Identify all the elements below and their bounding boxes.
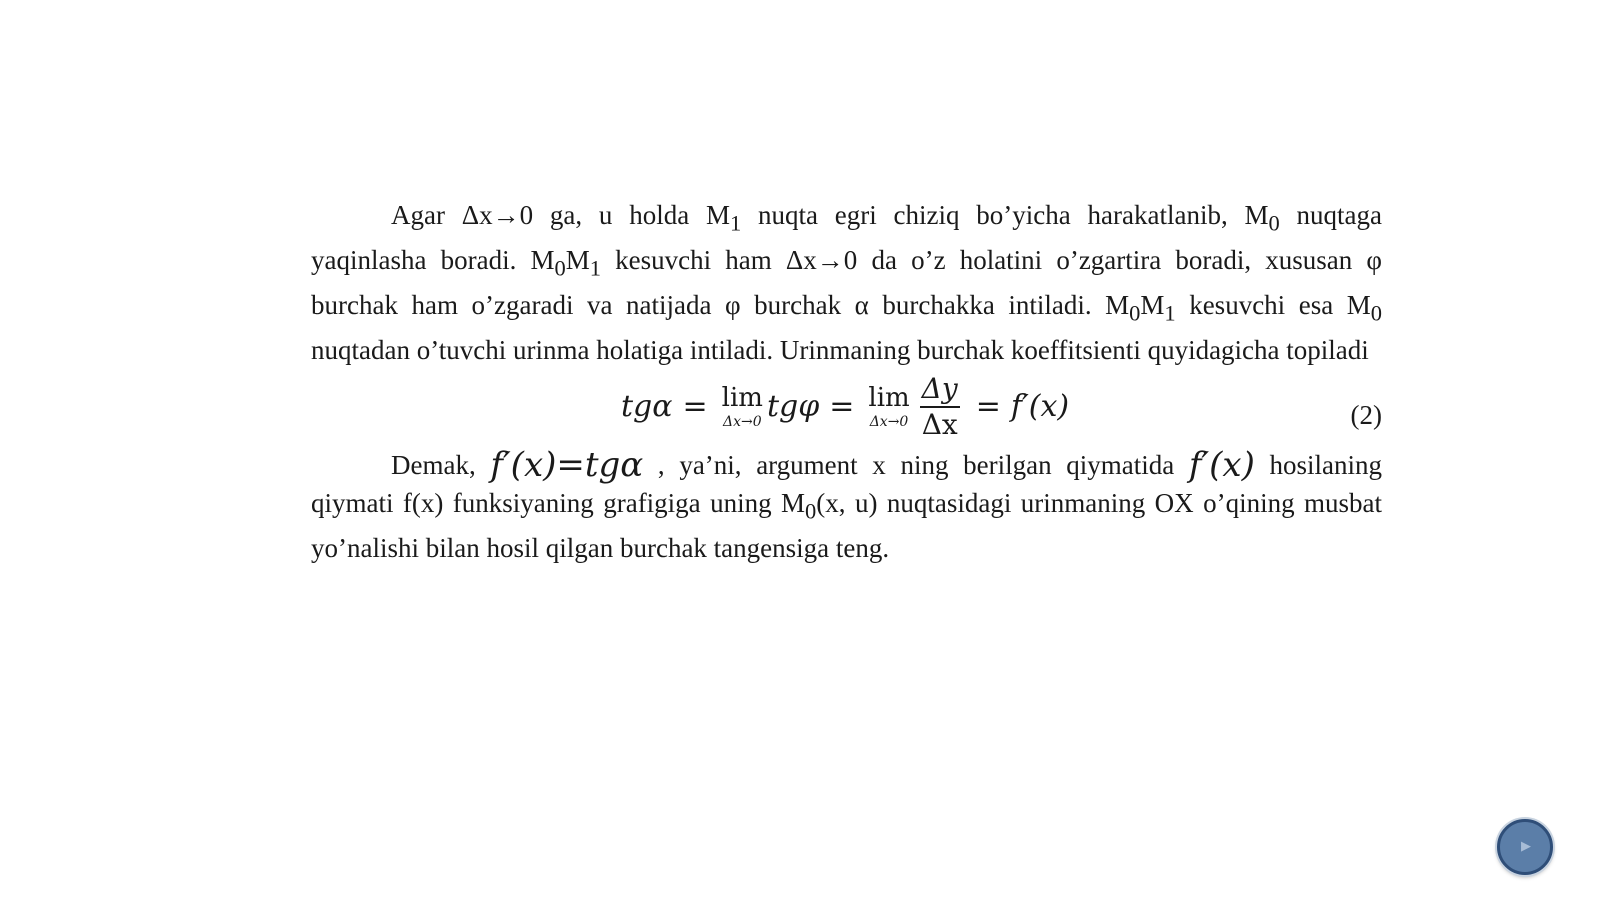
text-span: hosilaning qiymati f(x) funksiyaning grafigiga uning M (311, 450, 1383, 518)
limit-operator (722, 385, 763, 429)
tg-phi: tgφ (766, 389, 820, 425)
subscript: 0 (1129, 300, 1141, 326)
lim-word: lim (868, 383, 910, 414)
text-span: kesuvchi ham (601, 244, 786, 275)
text-span: Agar (391, 200, 462, 230)
limit-operator (868, 385, 909, 429)
delta-x-expression: Δx→0 (461, 200, 534, 230)
subscript: 1 (729, 210, 742, 236)
inline-formula: f′(x) (1188, 445, 1255, 486)
document-body (311, 197, 1382, 567)
text-span: ga, u holda M (533, 200, 730, 230)
equation-number: (2) (1350, 400, 1382, 431)
subscript: 0 (554, 255, 566, 281)
fraction-dy-dx (920, 372, 960, 442)
text-span: Demak, (391, 450, 491, 481)
subscript: 0 (805, 498, 817, 524)
f-prime-x: f′(x) (1010, 389, 1070, 425)
text-span: nuqta egri chiziq bo’yicha harakatlanib, M (741, 200, 1269, 230)
text-span: da o’z holatini o’zgartira boradi, xususan φ burchak ham o’zgaradi va natijada φ burchak α burchakka intiladi. M (311, 244, 1383, 320)
derivative-formula (621, 372, 1070, 442)
text-span: M (565, 244, 590, 275)
text-span: , ya’ni, argument x ning berilgan qiymatida (643, 450, 1189, 481)
text-span: M (1140, 289, 1165, 320)
text-span: nuqtaga yaqinlasha boradi. M (311, 200, 1382, 275)
next-slide-button[interactable] (1497, 819, 1553, 875)
lim-subscript: Δx→0 (869, 414, 909, 431)
equals-sign: = (975, 389, 1001, 425)
equals-sign: = (682, 389, 708, 425)
delta-x-expression: Δx→0 (785, 244, 858, 275)
paragraph-2 (311, 447, 1382, 567)
subscript: 0 (1370, 300, 1382, 326)
subscript: 1 (1164, 300, 1176, 326)
tg-alpha: tgα (621, 389, 673, 425)
subscript: 0 (1268, 210, 1280, 236)
inline-formula: f′(x)=tgα (490, 445, 644, 486)
text-span: nuqtadan o’tuvchi urinma holatiga intiladi. Urinmaning burchak koeffitsienti quyidagicha topiladi (311, 334, 1369, 365)
lim-subscript: Δx→0 (722, 414, 762, 431)
text-span: (x, u) nuqtasidagi urinmaning OX o’qining musbat yo’nalishi bilan hosil qilgan burchak tangensiga teng. (311, 487, 1382, 563)
paragraph-1 (311, 197, 1382, 369)
equals-sign: = (829, 389, 855, 425)
text-span: kesuvchi esa M (1175, 289, 1371, 320)
lim-word: lim (721, 383, 763, 414)
fraction-numerator: Δy (920, 375, 960, 408)
fraction-denominator: Δx (921, 408, 958, 442)
next-slide-icon: ▶ (1521, 839, 1531, 854)
equation-2 (311, 373, 1382, 447)
subscript: 1 (589, 255, 602, 281)
